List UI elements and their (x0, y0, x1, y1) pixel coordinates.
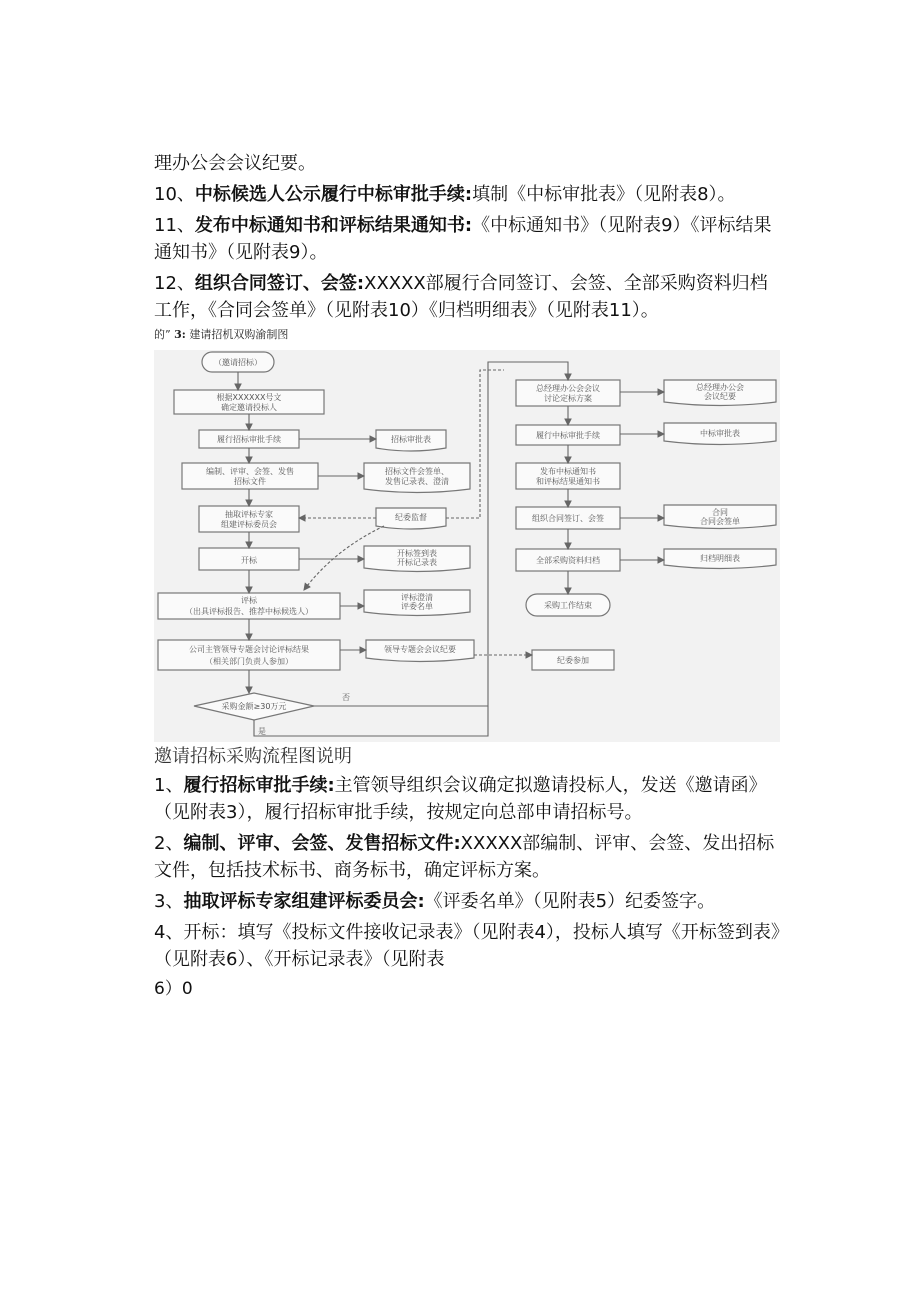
fc-right-doc4-b: 合同会签单 (700, 517, 740, 526)
item-12-text: XXXXX部履行合同签订、会签、全部采购资料归档工作，《合同会签单》（见附表10）《归档明细表》（见附表11）。 (154, 273, 768, 321)
item-11 (154, 212, 784, 266)
fc-left-doc7: 领导专题会会议纪要 (384, 645, 456, 654)
figure-title: 邀请招标采购流程图说明 (154, 746, 352, 767)
item-10-title: 中标候选人公示履行中标审批手续: (194, 184, 473, 205)
fc-right-step1-b: 讨论定标方案 (544, 394, 592, 403)
fc-right-doc2: 中标审批表 (700, 429, 740, 438)
document-page (154, 150, 784, 1001)
fc-left-step7-a: 公司主管领导专题会讨论评标结果 (189, 645, 309, 654)
item-4-tail: 6）0 (154, 979, 193, 999)
fc-left-step1-a: 根据XXXXXX号文 (216, 393, 282, 402)
fc-left-doc2: 招标审批表 (391, 435, 431, 444)
fc-right-step4: 组织合同签订、会签 (532, 514, 604, 523)
fc-left-step2: 履行招标审批手续 (217, 435, 281, 444)
item-1-title: 履行招标审批手续: (183, 775, 335, 796)
item-3-title: 抽取评标专家组建评标委员会: (183, 891, 425, 912)
item-2-num: 2、 (154, 833, 184, 854)
item-2-title: 编制、评审、会签、发售招标文件: (183, 833, 461, 854)
item-3-text: 《评委名单》（见附表5）纪委签字。 (424, 891, 716, 912)
item-3-num: 3、 (154, 891, 184, 912)
fc-left-doc3-b: 发售记录表、澄清 (385, 477, 449, 486)
fc-left-decision: 采购金额≥30万元 (221, 702, 287, 711)
figure-caption-num: 3: (174, 328, 186, 341)
fc-left-doc3-a: 招标文件会签单、 (385, 467, 449, 476)
item-12 (154, 270, 784, 324)
fc-left-step6-b: （出具评标报告、推荐中标候选人） (185, 607, 313, 616)
figure-caption-text: 建请招机双购渝制图 (189, 328, 289, 341)
fc-right-step2: 履行中标审批手续 (536, 431, 600, 440)
fc-right-doc5: 归档明细表 (700, 554, 740, 563)
fc-left-doc5-b: 开标记录表 (397, 558, 437, 567)
fc-left-step5: 开标 (241, 556, 257, 565)
fc-left-step4-b: 组建评标委员会 (221, 520, 277, 529)
item-12-num: 12、 (154, 273, 195, 294)
fc-right-step1-a: 总经理办公会会议 (536, 384, 600, 393)
figure-caption (154, 328, 784, 342)
fc-right-step3-b: 和评标结果通知书 (536, 477, 600, 486)
item-11-num: 11、 (154, 215, 195, 236)
fc-right-doc4-a: 合同 (712, 508, 728, 517)
fc-right-end: 采购工作结束 (544, 601, 592, 610)
fc-left-doc5-a: 开标签到表 (397, 549, 437, 558)
fc-right-step3-a: 发布中标通知书 (540, 467, 596, 476)
fc-left-step7-b: （相关部门负责人参加） (205, 657, 293, 666)
fc-left-doc4: 纪委监督 (395, 513, 427, 522)
fc-left-step1-b: 确定邀请投标人 (221, 403, 277, 412)
fc-left-no: 否 (342, 693, 350, 702)
fc-left-doc6-b: 评委名单 (401, 602, 433, 611)
figure-caption-prefix: 的” (154, 328, 171, 341)
item-11-title: 发布中标通知书和评标结果通知书: (194, 215, 473, 236)
paragraph-line0: 理办公会会议纪要。 (154, 153, 316, 174)
item-1 (154, 772, 784, 826)
item-2 (154, 830, 784, 884)
flowchart-figure (154, 350, 780, 742)
fc-right-doc1-b: 会议纪要 (704, 392, 736, 401)
item-1-text: 主管领导组织会议确定拟邀请投标人，发送《邀请函》（见附表3），履行招标审批手续，按规定向总部申请招标号。 (154, 775, 767, 823)
item-1-num: 1、 (154, 775, 184, 796)
fc-left-step4-a: 抽取评标专家 (225, 510, 273, 519)
item-4: 4、开标：填写《投标文件接收记录表》（见附表4），投标人填写《开标签到表》（见附表6）、《开标记录表》（见附表 (154, 922, 780, 970)
item-11-text: 《中标通知书》（见附表9）《评标结果通知书》（见附表9）。 (154, 215, 772, 263)
item-12-title: 组织合同签订、会签: (194, 273, 365, 294)
fc-left-step3-b: 招标文件 (234, 477, 266, 486)
fc-left-step6-a: 评标 (241, 596, 257, 605)
item-10-num: 10、 (154, 184, 195, 205)
fc-left-step3-a: 编制、评审、会签、发售 (206, 467, 294, 476)
fc-left-start: （邀请招标） (214, 358, 262, 367)
fc-right-jiwei: 纪委参加 (557, 656, 589, 665)
item-10-text: 填制《中标审批表》（见附表8）。 (472, 184, 736, 205)
fc-right-step5: 全部采购资料归档 (536, 556, 600, 565)
item-3 (154, 888, 784, 915)
flowchart-svg (154, 350, 780, 742)
fc-right-doc1-a: 总经理办公会 (696, 383, 744, 392)
item-10 (154, 181, 784, 208)
fc-left-yes: 是 (258, 727, 266, 736)
fc-left-doc6-a: 评标澄清 (401, 593, 433, 602)
item-2-text: XXXXX部编制、评审、会签、发出招标文件，包括技术标书、商务标书，确定评标方案。 (154, 833, 775, 881)
